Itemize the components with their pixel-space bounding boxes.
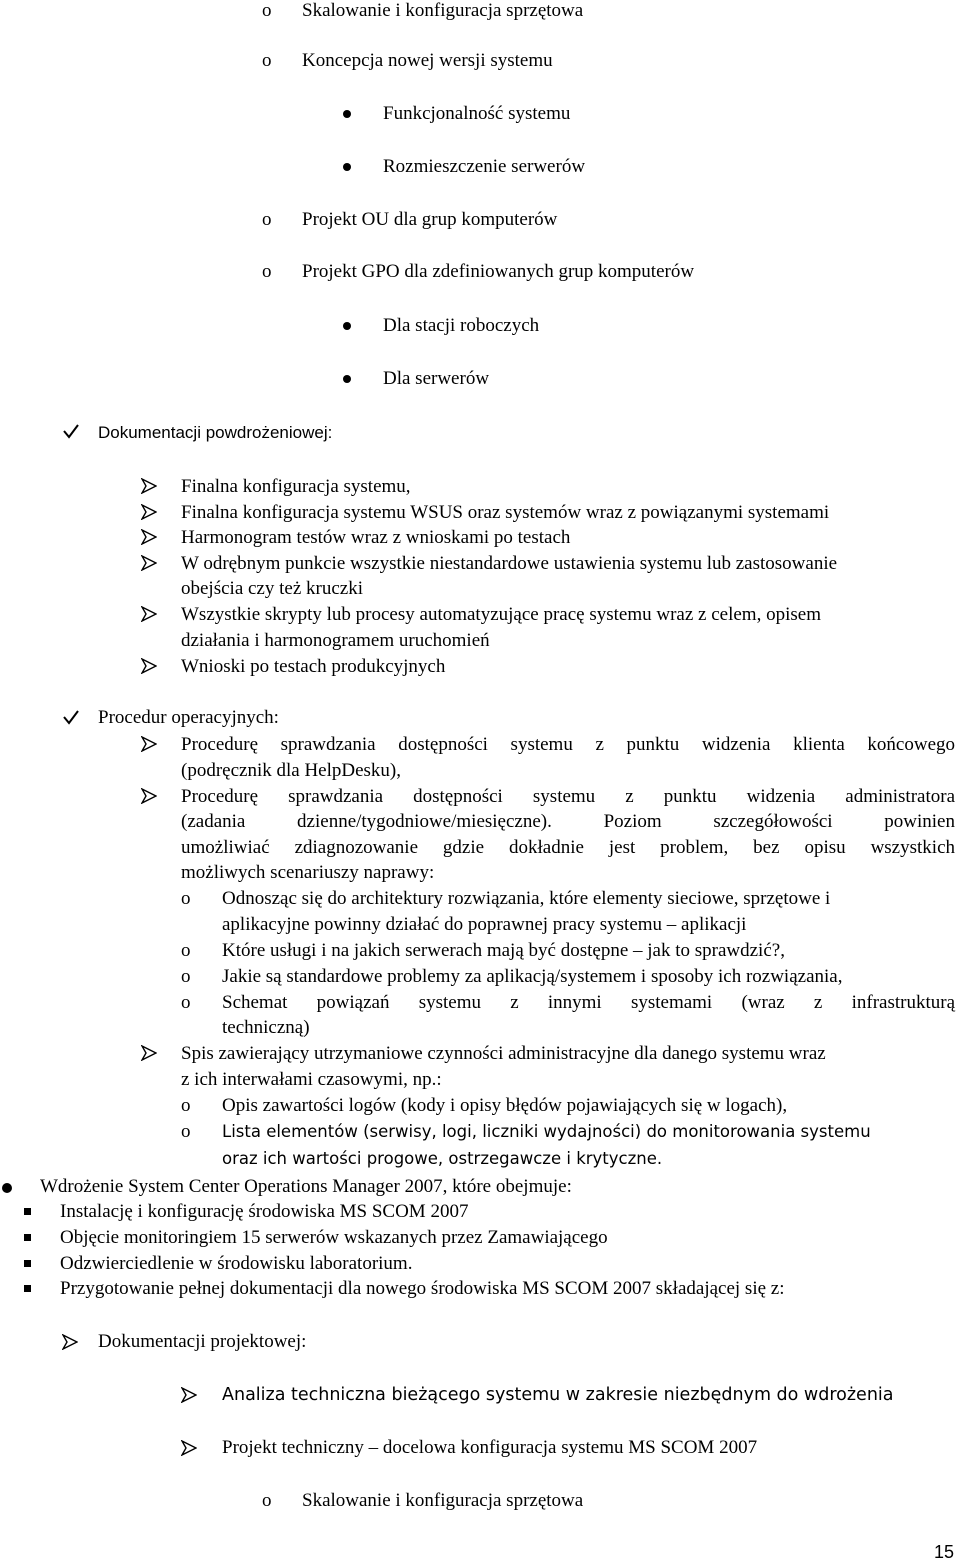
list-item-text: techniczną): [222, 1017, 310, 1038]
arrow-bullet-icon: [181, 1440, 197, 1456]
circle-bullet: o: [262, 50, 272, 71]
list-item-text: (podręcznik dla HelpDesku),: [181, 760, 402, 781]
list-item-text: umożliwiać zdiagnozowanie gdzie dokładnie jest problem, bez opisu wszystkich: [181, 837, 955, 858]
list-item-text: Odzwierciedlenie w środowisku laboratorium.: [60, 1253, 413, 1274]
list-item-text: Wnioski po testach produkcyjnych: [181, 656, 446, 677]
square-bullet-icon: [24, 1208, 31, 1215]
bullet-dot-icon: [2, 1183, 12, 1193]
arrow-bullet-icon: [141, 736, 157, 752]
list-item-text: aplikacyjne powinny działać do poprawnej pracy systemu – aplikacji: [222, 914, 747, 935]
circle-bullet: o: [262, 0, 272, 21]
section-heading: Dokumentacji projektowej:: [98, 1331, 307, 1352]
list-item-text: Projekt GPO dla zdefiniowanych grup komputerów: [302, 261, 695, 282]
list-item-text: Schemat powiązań systemu z innymi systemami (wraz z infrastrukturą: [222, 992, 955, 1013]
list-item-text: Rozmieszczenie serwerów: [383, 156, 586, 177]
list-item-text: Jakie są standardowe problemy za aplikacją/systemem i sposoby ich rozwiązania,: [222, 966, 843, 987]
arrow-bullet-icon: [141, 1045, 157, 1061]
list-item-text: Spis zawierający utrzymaniowe czynności administracyjne dla danego systemu wraz: [181, 1043, 826, 1064]
check-icon: [62, 422, 80, 440]
circle-bullet: o: [181, 940, 191, 961]
list-item-text: Skalowanie i konfiguracja sprzętowa: [302, 0, 584, 21]
list-item-text: Projekt techniczny – docelowa konfiguracja systemu MS SCOM 2007: [222, 1437, 758, 1458]
list-item-text: Skalowanie i konfiguracja sprzętowa: [302, 1490, 584, 1511]
list-item-text: działania i harmonogramem uruchomień: [181, 630, 490, 651]
list-item-text: Wszystkie skrypty lub procesy automatyzujące pracę systemu wraz z celem, opisem: [181, 604, 821, 625]
list-item-text: Procedurę sprawdzania dostępności systemu z punktu widzenia klienta końcowego: [181, 734, 955, 755]
list-item-text: Funkcjonalność systemu: [383, 103, 571, 124]
list-item-text: Projekt OU dla grup komputerów: [302, 209, 558, 230]
list-item-text: Wdrożenie System Center Operations Manager 2007, które obejmuje:: [40, 1176, 572, 1197]
arrow-bullet-icon: [141, 606, 157, 622]
list-item-text: Odnosząc się do architektury rozwiązania, które elementy sieciowe, sprzętowe i: [222, 888, 831, 909]
arrow-bullet-icon: [141, 658, 157, 674]
list-item-text: Analiza techniczna bieżącego systemu w zakresie niezbędnym do wdrożenia: [222, 1385, 894, 1405]
list-item-text: (zadania dzienne/tygodniowe/miesięczne). Poziom szczegółowości powinien: [181, 811, 955, 832]
list-item-text: Procedurę sprawdzania dostępności systemu z punktu widzenia administratora: [181, 786, 955, 807]
list-item-text: z ich interwałami czasowymi, np.:: [181, 1069, 442, 1090]
list-item-text: Finalna konfiguracja systemu WSUS oraz systemów wraz z powiązanymi systemami: [181, 502, 830, 523]
arrow-bullet-icon: [141, 788, 157, 804]
list-item-text: oraz ich wartości progowe, ostrzegawcze i krytyczne.: [222, 1149, 663, 1168]
bullet-dot-icon: [343, 163, 351, 171]
check-icon: [62, 708, 80, 726]
list-item-text: obejścia czy też kruczki: [181, 578, 363, 599]
circle-bullet: o: [262, 1490, 272, 1511]
list-item-text: Dla serwerów: [383, 368, 490, 389]
list-item-text: Dla stacji roboczych: [383, 315, 540, 336]
circle-bullet: o: [181, 1095, 191, 1116]
square-bullet-icon: [24, 1285, 31, 1292]
list-item-text: Finalna konfiguracja systemu,: [181, 476, 411, 497]
list-item-text: Objęcie monitoringiem 15 serwerów wskazanych przez Zamawiającego: [60, 1227, 608, 1248]
square-bullet-icon: [24, 1234, 31, 1241]
arrow-bullet-icon: [141, 555, 157, 571]
list-item-text: Koncepcja nowej wersji systemu: [302, 50, 553, 71]
circle-bullet: o: [262, 261, 272, 282]
bullet-dot-icon: [343, 375, 351, 383]
bullet-dot-icon: [343, 322, 351, 330]
arrow-bullet-icon: [141, 478, 157, 494]
circle-bullet: o: [181, 992, 191, 1013]
section-heading: Procedur operacyjnych:: [98, 707, 279, 728]
list-item-text: możliwych scenariuszy naprawy:: [181, 862, 435, 883]
arrow-bullet-icon: [181, 1387, 197, 1403]
circle-bullet: o: [262, 209, 272, 230]
list-item-text: Lista elementów (serwisy, logi, liczniki wydajności) do monitorowania systemu: [222, 1122, 871, 1141]
circle-bullet: o: [181, 966, 191, 987]
list-item-text: Instalację i konfigurację środowiska MS SCOM 2007: [60, 1201, 469, 1222]
arrow-bullet-icon: [141, 529, 157, 545]
arrow-bullet-icon: [62, 1334, 78, 1350]
list-item-text: W odrębnym punkcie wszystkie niestandardowe ustawienia systemu lub zastosowanie: [181, 553, 838, 574]
list-item-text: Harmonogram testów wraz z wnioskami po testach: [181, 527, 571, 548]
square-bullet-icon: [24, 1260, 31, 1267]
section-heading: Dokumentacji powdrożeniowej:: [98, 423, 333, 442]
list-item-text: Które usługi i na jakich serwerach mają być dostępne – jak to sprawdzić?,: [222, 940, 785, 961]
bullet-dot-icon: [343, 110, 351, 118]
circle-bullet: o: [181, 1121, 191, 1142]
page-number: 15: [934, 1542, 955, 1562]
list-item-text: Przygotowanie pełnej dokumentacji dla nowego środowiska MS SCOM 2007 składającej się z:: [60, 1278, 785, 1299]
arrow-bullet-icon: [141, 504, 157, 520]
circle-bullet: o: [181, 888, 191, 909]
list-item-text: Opis zawartości logów (kody i opisy błędów pojawiających się w logach),: [222, 1095, 788, 1116]
